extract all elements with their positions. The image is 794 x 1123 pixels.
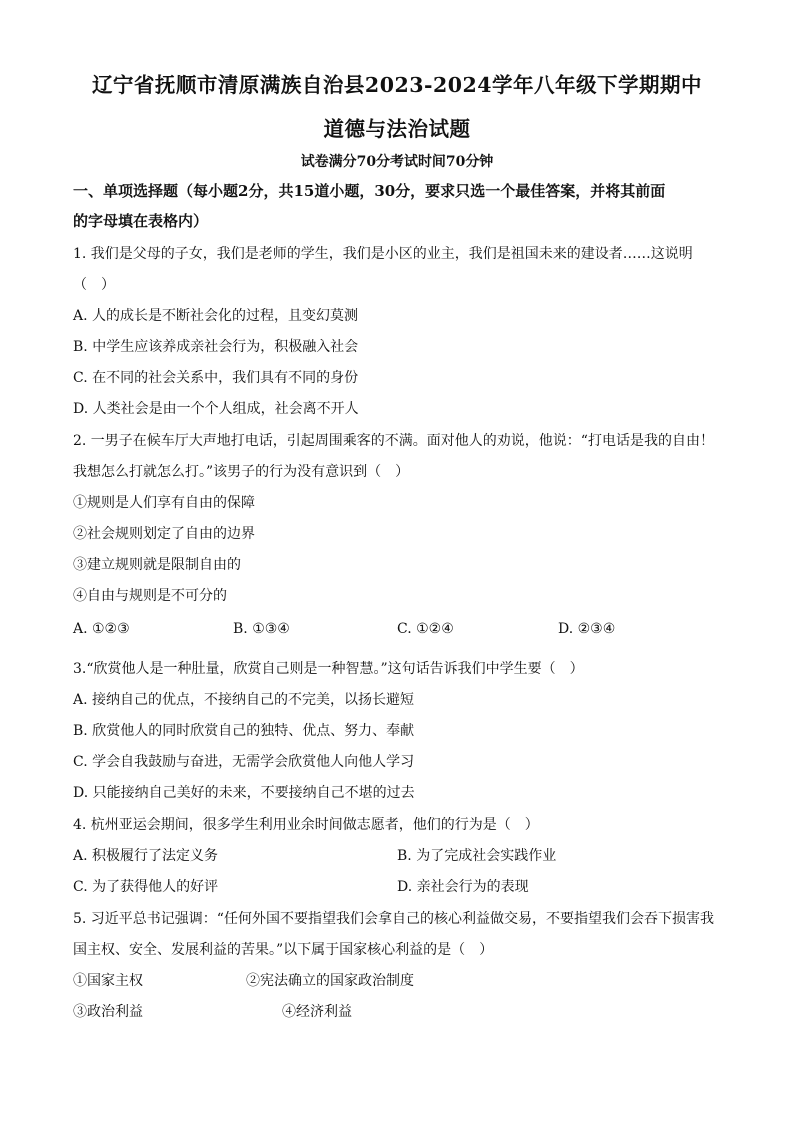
exam-title-line2: 道德与法治试题 — [323, 117, 471, 141]
q3-option-c: C. 学会自我鼓励与奋进，无需学会欣赏他人向他人学习 — [73, 754, 415, 770]
q4-stem: 4. 杭州亚运会期间，很多学生利用业余时间做志愿者，他们的行为是（ ） — [73, 817, 539, 833]
q4-option-d: D. 亲社会行为的表现 — [397, 879, 529, 895]
q3-option-d: D. 只能接纳自己美好的未来，不要接纳自己不堪的过去 — [73, 785, 415, 801]
q1-option-b: B. 中学生应该养成亲社会行为，积极融入社会 — [73, 339, 359, 355]
q1-option-a: A. 人的成长是不断社会化的过程，且变幻莫测 — [73, 308, 359, 324]
q2-option-b: B. ①③④ — [233, 621, 290, 637]
q5-statement-1: ①国家主权 — [73, 973, 143, 989]
q3-option-a: A. 接纳自己的优点，不接纳自己的不完美，以扬长避短 — [73, 692, 415, 708]
q4-option-c: C. 为了获得他人的好评 — [73, 879, 219, 895]
q1-stem: 1. 我们是父母的子女，我们是老师的学生，我们是小区的业主，我们是祖国未来的建设者……这说明 — [73, 246, 693, 262]
q2-option-c: C. ①②④ — [397, 621, 454, 637]
q2-statement-2: ②社会规则划定了自由的边界 — [73, 526, 255, 542]
q1-option-d: D. 人类社会是由一个个人组成，社会离不开人 — [73, 401, 359, 417]
q5-statement-4: ④经济利益 — [282, 1004, 352, 1020]
q2-option-d: D. ②③④ — [558, 621, 616, 637]
exam-title-line1: 辽宁省抚顺市清原满族自治县2023-2024学年八年级下学期期中 — [91, 73, 703, 97]
q3-option-b: B. 欣赏他人的同时欣赏自己的独特、优点、努力、奉献 — [73, 723, 415, 739]
q2-stem-cont: 我想怎么打就怎么打。”该男子的行为没有意识到（ ） — [73, 464, 410, 480]
q2-statement-3: ③建立规则就是限制自由的 — [73, 557, 241, 573]
section-heading: 一、单项选择题（每小题2分，共15道小题，30分，要求只选一个最佳答案，并将其前面 — [73, 182, 666, 200]
q4-option-a: A. 积极履行了法定义务 — [73, 848, 219, 864]
q1-option-c: C. 在不同的社会关系中，我们具有不同的身份 — [73, 370, 359, 386]
q2-option-a: A. ①②③ — [73, 621, 130, 637]
q2-statement-4: ④自由与规则是不可分的 — [73, 588, 227, 604]
q1-stem-cont: （ ） — [73, 277, 115, 293]
q4-option-b: B. 为了完成社会实践作业 — [397, 848, 557, 864]
q2-stem: 2. 一男子在候车厅大声地打电话，引起周围乘客的不满。面对他人的劝说，他说：“打电话是我的自由！ — [73, 433, 714, 449]
q2-statement-1: ①规则是人们享有自由的保障 — [73, 495, 255, 511]
q5-statement-3: ③政治利益 — [73, 1004, 143, 1020]
exam-info: 试卷满分70分考试时间70分钟 — [300, 154, 494, 170]
q5-stem: 5. 习近平总书记强调：“任何外国不要指望我们会拿自己的核心利益做交易，不要指望我们会吞下损害我 — [73, 911, 714, 927]
q3-stem: 3.“欣赏他人是一种肚量，欣赏自己则是一种智慧。”这句话告诉我们中学生要（ ） — [73, 661, 584, 677]
section-heading-cont: 的字母填在表格内） — [73, 212, 209, 230]
q5-stem-cont: 国主权、安全、发展利益的苦果。”以下属于国家核心利益的是（ ） — [73, 942, 494, 958]
q5-statement-2: ②宪法确立的国家政治制度 — [246, 973, 414, 989]
